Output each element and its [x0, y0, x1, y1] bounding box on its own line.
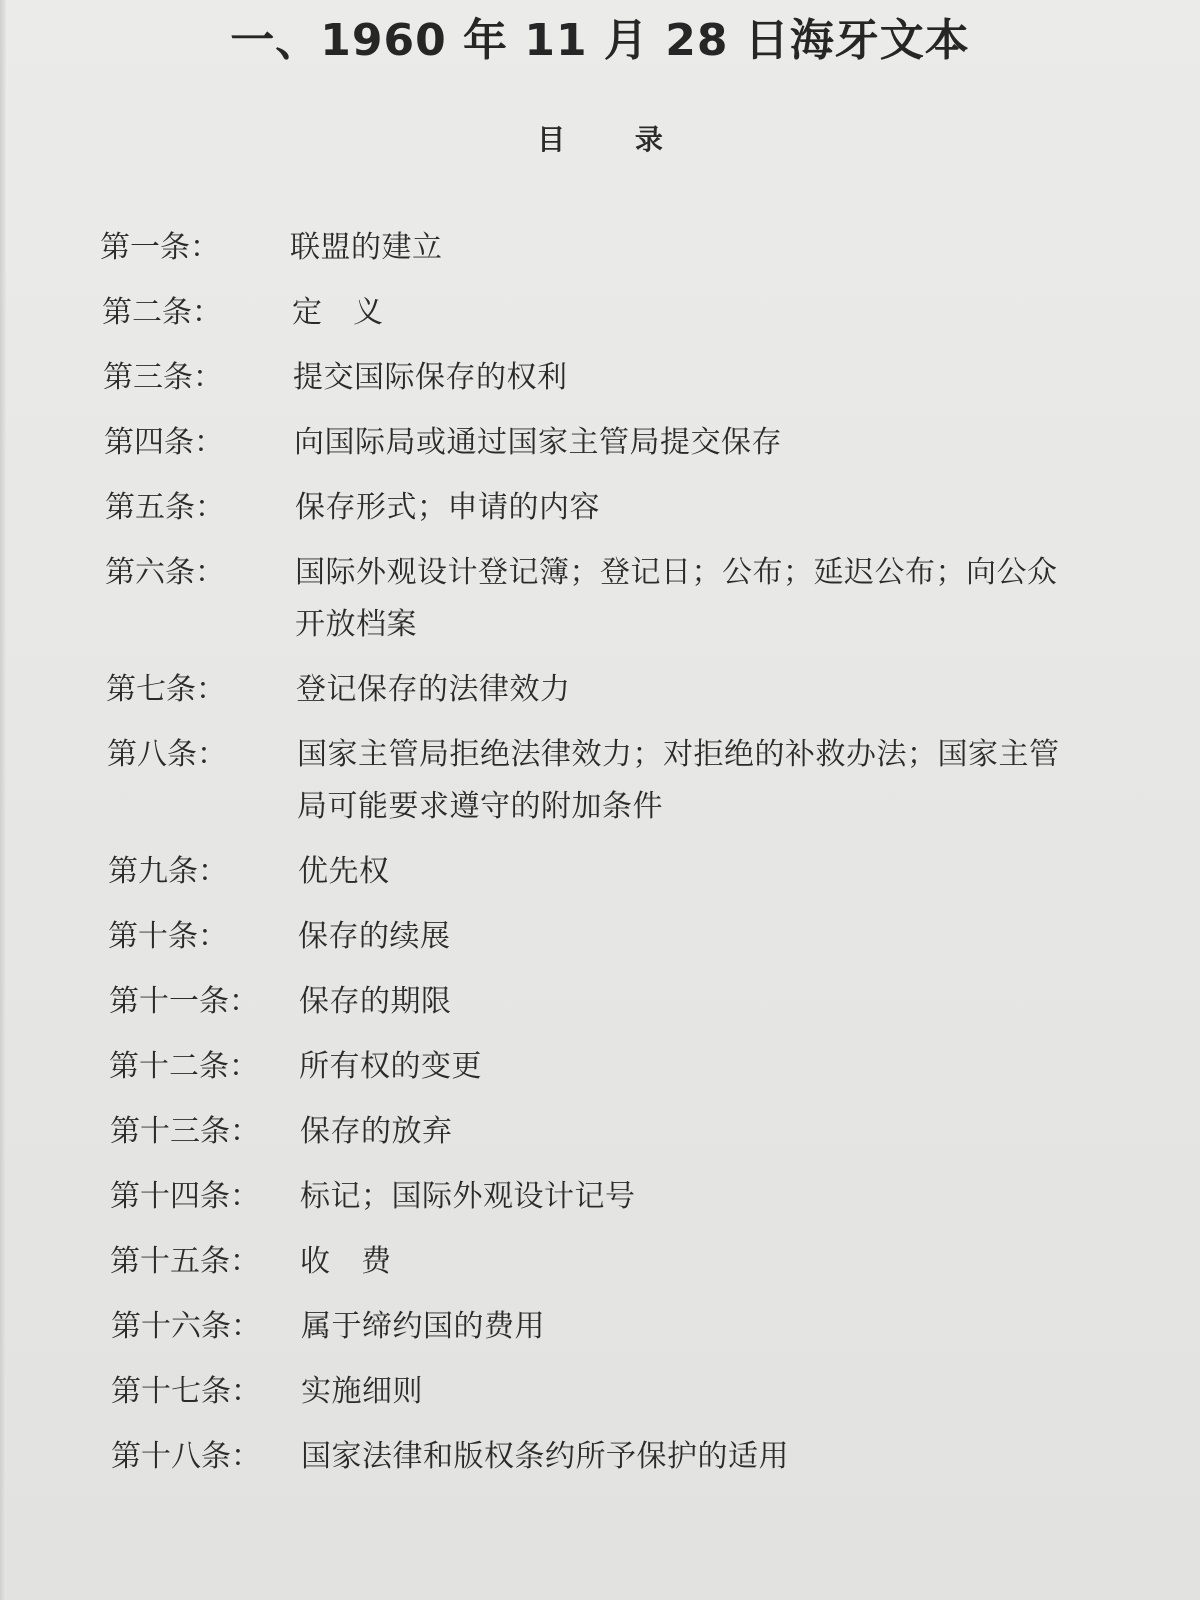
toc-entry [105, 547, 1105, 651]
toc-entry-title: 登记保存的法律效力 [296, 672, 571, 707]
toc-entry [103, 352, 1103, 404]
toc-entry [111, 1431, 1111, 1483]
toc-entry-title: 实施细则 [301, 1374, 423, 1409]
toc-entry [111, 1301, 1111, 1353]
toc-entry-title: 收 费 [300, 1244, 392, 1279]
toc-entry-number: 第十八条： [111, 1439, 261, 1474]
toc-entry [110, 1171, 1110, 1223]
toc-entry [107, 729, 1107, 833]
toc-entry-title: 标记；国际外观设计记号 [300, 1179, 636, 1214]
toc-entry-number: 第六条： [105, 555, 225, 590]
toc-entry-number: 第四条： [104, 425, 224, 460]
toc-entry [108, 911, 1108, 963]
toc-list [100, 222, 1100, 1496]
toc-entry [100, 222, 1100, 274]
toc-entry-title: 国家主管局拒绝法律效力；对拒绝的补救办法；国家主管局可能要求遵守的附加条件 [297, 737, 1060, 824]
toc-entry-title: 向国际局或通过国家主管局提交保存 [294, 425, 782, 460]
toc-entry [110, 1106, 1110, 1158]
toc-entry-number: 第二条： [102, 295, 222, 330]
toc-entry-number: 第八条： [107, 737, 227, 772]
toc-entry-number: 第三条： [103, 360, 223, 395]
toc-entry-number: 第十五条： [110, 1244, 260, 1279]
toc-entry [108, 846, 1108, 898]
toc-entry-number: 第十四条： [110, 1179, 260, 1214]
toc-entry-number: 第一条： [100, 230, 220, 265]
toc-entry-title: 保存的续展 [298, 919, 451, 954]
toc-entry-title: 定 义 [292, 295, 384, 330]
toc-entry-number: 第五条： [105, 490, 225, 525]
toc-entry-number: 第七条： [106, 672, 226, 707]
toc-entry-title: 保存的放弃 [300, 1114, 453, 1149]
toc-entry-title: 属于缔约国的费用 [301, 1309, 545, 1344]
toc-entry-title: 国际外观设计登记簿；登记日；公布；延迟公布；向公众开放档案 [295, 555, 1058, 642]
toc-entry [106, 664, 1106, 716]
toc-entry-title: 提交国际保存的权利 [293, 360, 568, 395]
toc-heading: 目 录 [537, 123, 693, 156]
toc-entry-title: 保存形式；申请的内容 [295, 490, 600, 525]
toc-entry-number: 第十七条： [111, 1374, 261, 1409]
toc-entry [104, 417, 1104, 469]
toc-entry [105, 482, 1105, 534]
toc-entry-number: 第十三条： [110, 1114, 260, 1149]
toc-entry-number: 第十六条： [111, 1309, 261, 1344]
toc-entry-number: 第十二条： [109, 1049, 259, 1084]
toc-entry-number: 第九条： [108, 854, 228, 889]
toc-entry-title: 优先权 [298, 854, 390, 889]
toc-entry [110, 1236, 1110, 1288]
toc-entry [109, 976, 1109, 1028]
toc-entry [102, 287, 1102, 339]
page-edge [0, 0, 6, 1600]
toc-entry-number: 第十一条： [109, 984, 259, 1019]
toc-entry-number: 第十条： [108, 919, 228, 954]
toc-entry [109, 1041, 1109, 1093]
toc-entry-title: 联盟的建立 [290, 230, 443, 265]
toc-entry-title: 所有权的变更 [299, 1049, 482, 1084]
toc-entry-title: 国家法律和版权条约所予保护的适用 [301, 1439, 789, 1474]
toc-entry [111, 1366, 1111, 1418]
document-title: 一、1960 年 11 月 28 日海牙文本 [230, 15, 970, 66]
toc-entry-title: 保存的期限 [299, 984, 452, 1019]
